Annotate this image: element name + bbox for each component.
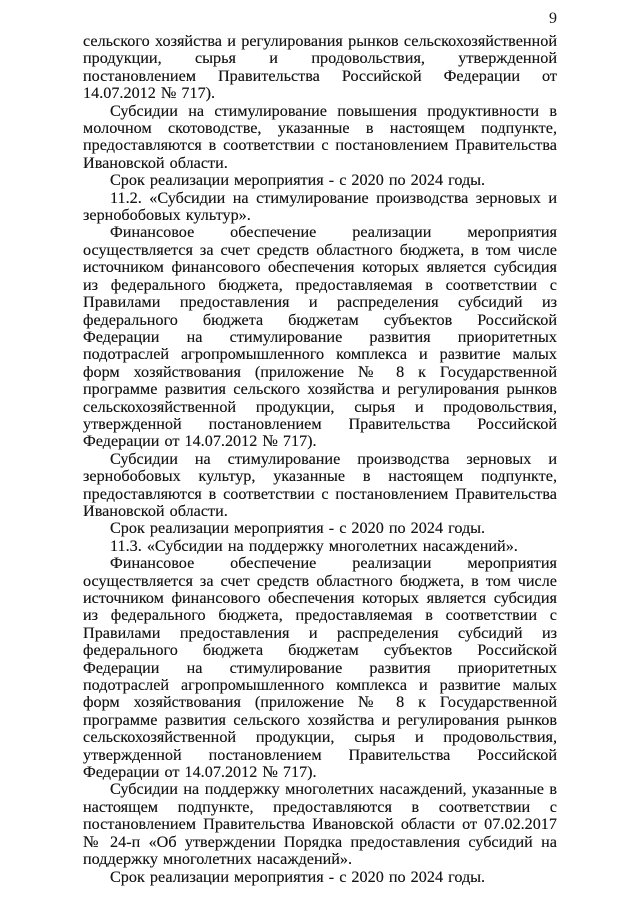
document-body [83, 33, 557, 886]
paragraph-subsection-11-3-title: 11.3. «Субсидии на поддержку многолетних насаждений». [110, 536, 518, 555]
paragraph: Субсидии на стимулирование производства зерновых и зернобобовых культур, указанные в настоящем подпункте, предоставляются в соответствии с постановлением Правительства Ивановской области. [83, 449, 557, 520]
paragraph: Субсидии на поддержку многолетних насаждений, указанные в настоящем подпункте, предоставляются в соответствии с постановлением Правительства Ивановской области от 07.02.2017 № 24-п «Об утверждении Порядка предоставления субсидий на поддержку многолетних насаждений». [83, 780, 557, 869]
paragraph-subsection-11-2-title: 11.2. «Субсидии на стимулирование производства зерновых и зернобобовых культур». [83, 188, 557, 225]
paragraph: Субсидии на стимулирование повышения продуктивности в молочном скотоводстве, указанные в настоящем подпункте, предоставляются в соответствии с постановлением Правительства Ивановской области. [83, 101, 557, 172]
paragraph: Финансовое обеспечение реализации мероприятия осуществляется за счет средств областного бюджета, в том числе источником финансового обеспечения которых является субсидия из федерального бюджета, предоставляемая в соответствии с Правилами предоставления и распределения субсидий из федерального бюджета бюджетам субъектов Российской Федерации на стимулирование развития приоритетных подотраслей агропромышленного комплекса и развитие малых форм хозяйствования (приложение № 8 к Государственной программе развития сельского хозяйства и регулирования рынков сельскохозяйственной продукции, сырья и продовольствия, утвержденной постановлением Правительства Российской Федерации от 14.07.2012 № 717). [83, 554, 557, 782]
paragraph-term: Срок реализации мероприятия - с 2020 по 2024 годы. [110, 867, 486, 886]
paragraph-term: Срок реализации мероприятия - с 2020 по 2024 годы. [110, 519, 486, 538]
paragraph-term: Срок реализации мероприятия - с 2020 по 2024 годы. [110, 171, 486, 190]
paragraph-continuation: сельского хозяйства и регулирования рынков сельскохозяйственной продукции, сырья и продовольствия, утвержденной постановлением Правительства Российской Федерации от 14.07.2012 № 717). [83, 32, 557, 103]
paragraph: Финансовое обеспечение реализации мероприятия осуществляется за счет средств областного бюджета, в том числе источником финансового обеспечения которых является субсидия из федерального бюджета, предоставляемая в соответствии с Правилами предоставления и распределения субсидий из федерального бюджета бюджетам субъектов Российской Федерации на стимулирование развития приоритетных подотраслей агропромышленного комплекса и развитие малых форм хозяйствования (приложение № 8 к Государственной программе развития сельского хозяйства и регулирования рынков сельскохозяйственной продукции, сырья и продовольствия, утвержденной постановлением Правительства Российской Федерации от 14.07.2012 № 717). [83, 223, 557, 451]
page-number: 9 [549, 10, 557, 27]
